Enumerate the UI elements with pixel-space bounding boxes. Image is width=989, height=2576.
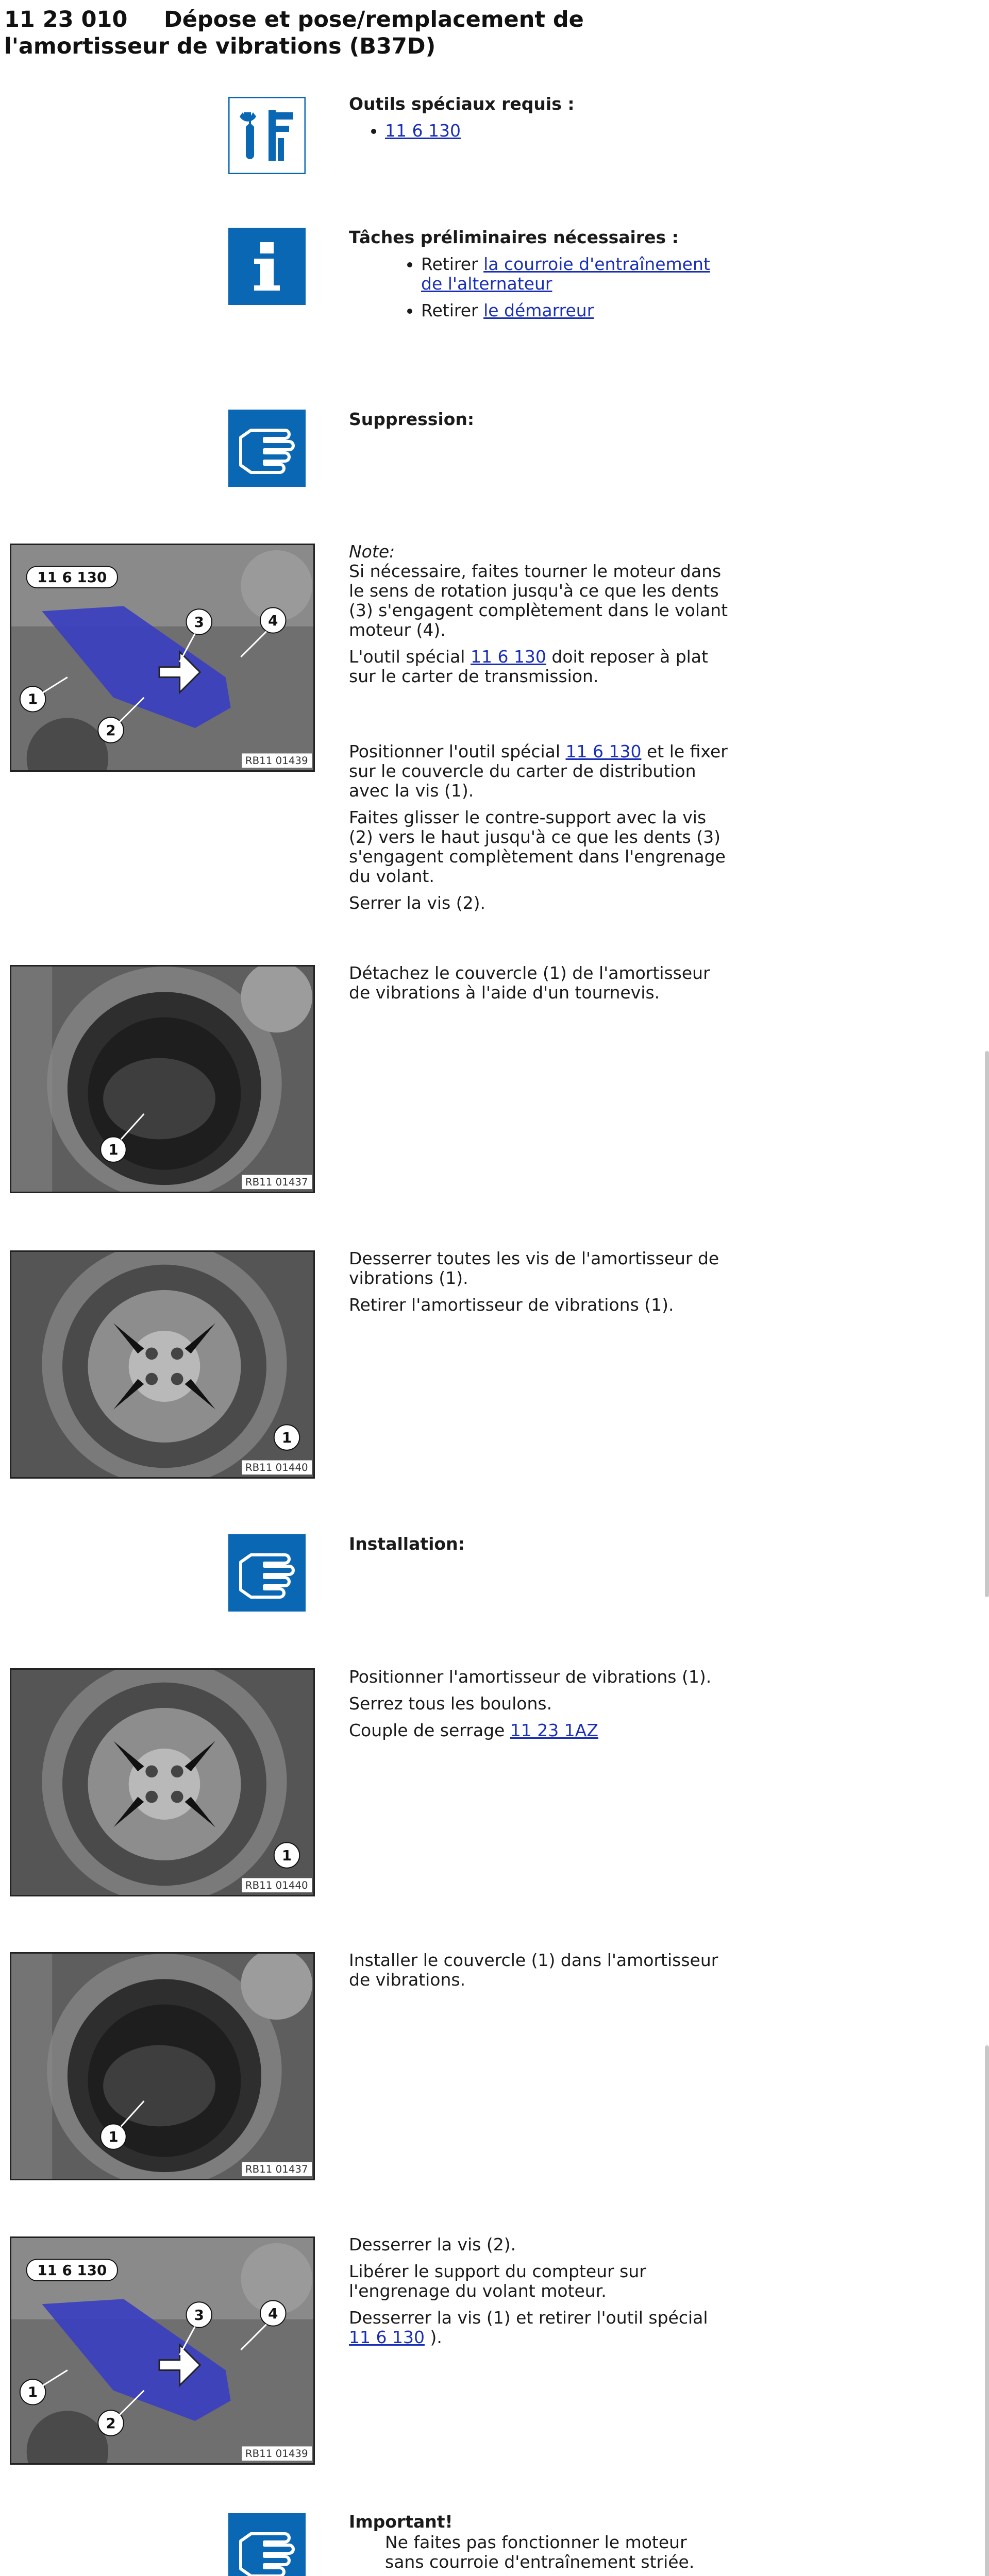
text-segment: ). xyxy=(424,2327,442,2347)
scrollbar-thumb[interactable] xyxy=(985,2045,989,2576)
release-support-text: Libérer le support du compteur sur l'engrenage du volant moteur. xyxy=(349,2261,646,2301)
damper-cover-photo xyxy=(10,965,315,1193)
repair-title: Dépose et pose/remplacement de l'amortisseur de vibrations (B37D) xyxy=(4,7,584,59)
page-title xyxy=(4,6,746,60)
special-tools-list xyxy=(349,121,730,141)
image-ref: RB11 01439 xyxy=(245,755,308,767)
torque-text xyxy=(349,1721,730,1740)
callout-1: 1 xyxy=(281,1846,292,1864)
note-text: Si nécessaire, faites tourner le moteur dans le sens de rotation jusqu'à ce que les dents (3) s'engagent complètement dans le volant moteur (4). xyxy=(349,561,728,640)
step2-text xyxy=(349,963,730,1010)
loosen-screw-text: Desserrer la vis (2). xyxy=(349,2234,516,2255)
step6-text xyxy=(349,2235,730,2354)
tool-mounting-photo xyxy=(10,544,315,772)
step1b-text xyxy=(349,742,730,920)
text-segment: doit reposer à plat sur le carter de transmission. xyxy=(349,647,708,686)
step5-text xyxy=(349,1951,730,1997)
tighten-bolts-text: Serrez tous les boulons. xyxy=(349,1693,552,1714)
scrollbar-thumb[interactable] xyxy=(985,1051,989,1597)
text-segment: L'outil spécial xyxy=(349,647,471,667)
prelim-item-prefix: Retirer xyxy=(421,254,484,274)
removal-section xyxy=(349,410,730,436)
callout-1: 1 xyxy=(27,2383,38,2401)
tool-link-11-6-130[interactable]: 11 6 130 xyxy=(349,2327,425,2347)
link-remove-alternator-belt[interactable]: la courroie d'entraînement de l'alternateur xyxy=(421,254,710,294)
callout-1: 1 xyxy=(108,2128,119,2145)
installation-heading: Installation: xyxy=(349,1534,465,1554)
callout-1: 1 xyxy=(281,1429,292,1446)
callout-1: 1 xyxy=(27,690,38,708)
damper-cover-install-photo xyxy=(10,1952,315,2180)
callout-2: 2 xyxy=(106,2414,116,2432)
list-item xyxy=(421,301,730,320)
special-tools-section xyxy=(349,94,730,148)
install-cover-text: Installer le couvercle (1) dans l'amortisseur de vibrations. xyxy=(349,1950,718,1990)
callout-1: 1 xyxy=(108,1141,119,1158)
remove-damper-text: Retirer l'amortisseur de vibrations (1). xyxy=(349,1295,674,1315)
special-tools-icon xyxy=(228,97,306,174)
callout-2: 2 xyxy=(106,721,116,739)
image-ref: RB11 01439 xyxy=(245,2448,308,2460)
callout-3: 3 xyxy=(194,2306,204,2324)
important-section xyxy=(349,2512,730,2576)
tool-link-11-6-130[interactable]: 11 6 130 xyxy=(565,741,642,761)
info-icon xyxy=(228,228,306,305)
image-ref: RB11 01437 xyxy=(245,1176,308,1189)
text-segment: Desserrer la vis (1) et retirer l'outil spécial xyxy=(349,2308,708,2328)
text-segment: Couple de serrage xyxy=(349,1720,510,1740)
repair-code: 11 23 010 xyxy=(4,7,128,32)
callout-4: 4 xyxy=(268,2304,278,2322)
prelim-heading: Tâches préliminaires nécessaires : xyxy=(349,227,679,247)
image-ref: RB11 01440 xyxy=(245,1462,308,1474)
note-label: Note: xyxy=(349,541,395,562)
damper-install-photo xyxy=(10,1668,315,1896)
tool-link-11-6-130[interactable]: 11 6 130 xyxy=(385,121,461,141)
hand-pointing-icon xyxy=(228,1534,306,1612)
important-heading: Important! xyxy=(349,2512,453,2532)
hand-pointing-icon xyxy=(228,2513,306,2576)
image-ref: RB11 01440 xyxy=(245,1879,308,1892)
callout-3: 3 xyxy=(194,613,204,631)
tool-link-11-6-130[interactable]: 11 6 130 xyxy=(470,647,546,667)
list-item xyxy=(385,121,730,141)
prelim-section xyxy=(349,228,730,328)
photo-tool-label: 11 6 130 xyxy=(37,569,107,586)
tool-flat-text xyxy=(349,647,730,686)
text-segment: et le fixer sur le couvercle du carter de distribution avec la vis (1). xyxy=(349,741,728,801)
image-ref: RB11 01437 xyxy=(245,2163,308,2176)
step4-text xyxy=(349,1667,730,1748)
slide-support-text: Faites glisser le contre-support avec la vis (2) vers le haut jusqu'à ce que les dents (3) s'engagent complètement dans l'engrenage du volant. xyxy=(349,807,726,886)
text-segment: Positionner l'outil spécial xyxy=(349,741,566,761)
callout-4: 4 xyxy=(268,612,278,629)
prelim-list xyxy=(349,255,730,320)
loosen-bolts-text: Desserrer toutes les vis de l'amortisseur de vibrations (1). xyxy=(349,1248,719,1288)
remove-tool-text xyxy=(349,2308,730,2347)
torque-link-11-23-1az[interactable]: 11 23 1AZ xyxy=(510,1720,598,1740)
special-tools-heading: Outils spéciaux requis : xyxy=(349,94,575,114)
link-remove-starter[interactable]: le démarreur xyxy=(483,300,594,320)
damper-bolts-photo xyxy=(10,1250,315,1479)
position-damper-text: Positionner l'amortisseur de vibrations (1). xyxy=(349,1667,712,1687)
detach-cover-text: Détachez le couvercle (1) de l'amortisseur de vibrations à l'aide d'un tournevis. xyxy=(349,963,710,1003)
tighten-screw-text: Serrer la vis (2). xyxy=(349,893,485,913)
hand-pointing-icon xyxy=(228,410,306,487)
step1-text xyxy=(349,542,730,693)
prelim-item-prefix: Retirer xyxy=(421,300,484,320)
position-tool-text xyxy=(349,742,730,801)
important-text: Ne faites pas fonctionner le moteur sans courroie d'entraînement striée. xyxy=(385,2532,695,2572)
step3-text xyxy=(349,1249,730,1322)
photo-tool-label: 11 6 130 xyxy=(37,2262,107,2279)
tool-removal-photo xyxy=(10,2236,315,2465)
removal-heading: Suppression: xyxy=(349,409,475,429)
list-item xyxy=(421,255,730,294)
installation-section xyxy=(349,1534,730,1561)
